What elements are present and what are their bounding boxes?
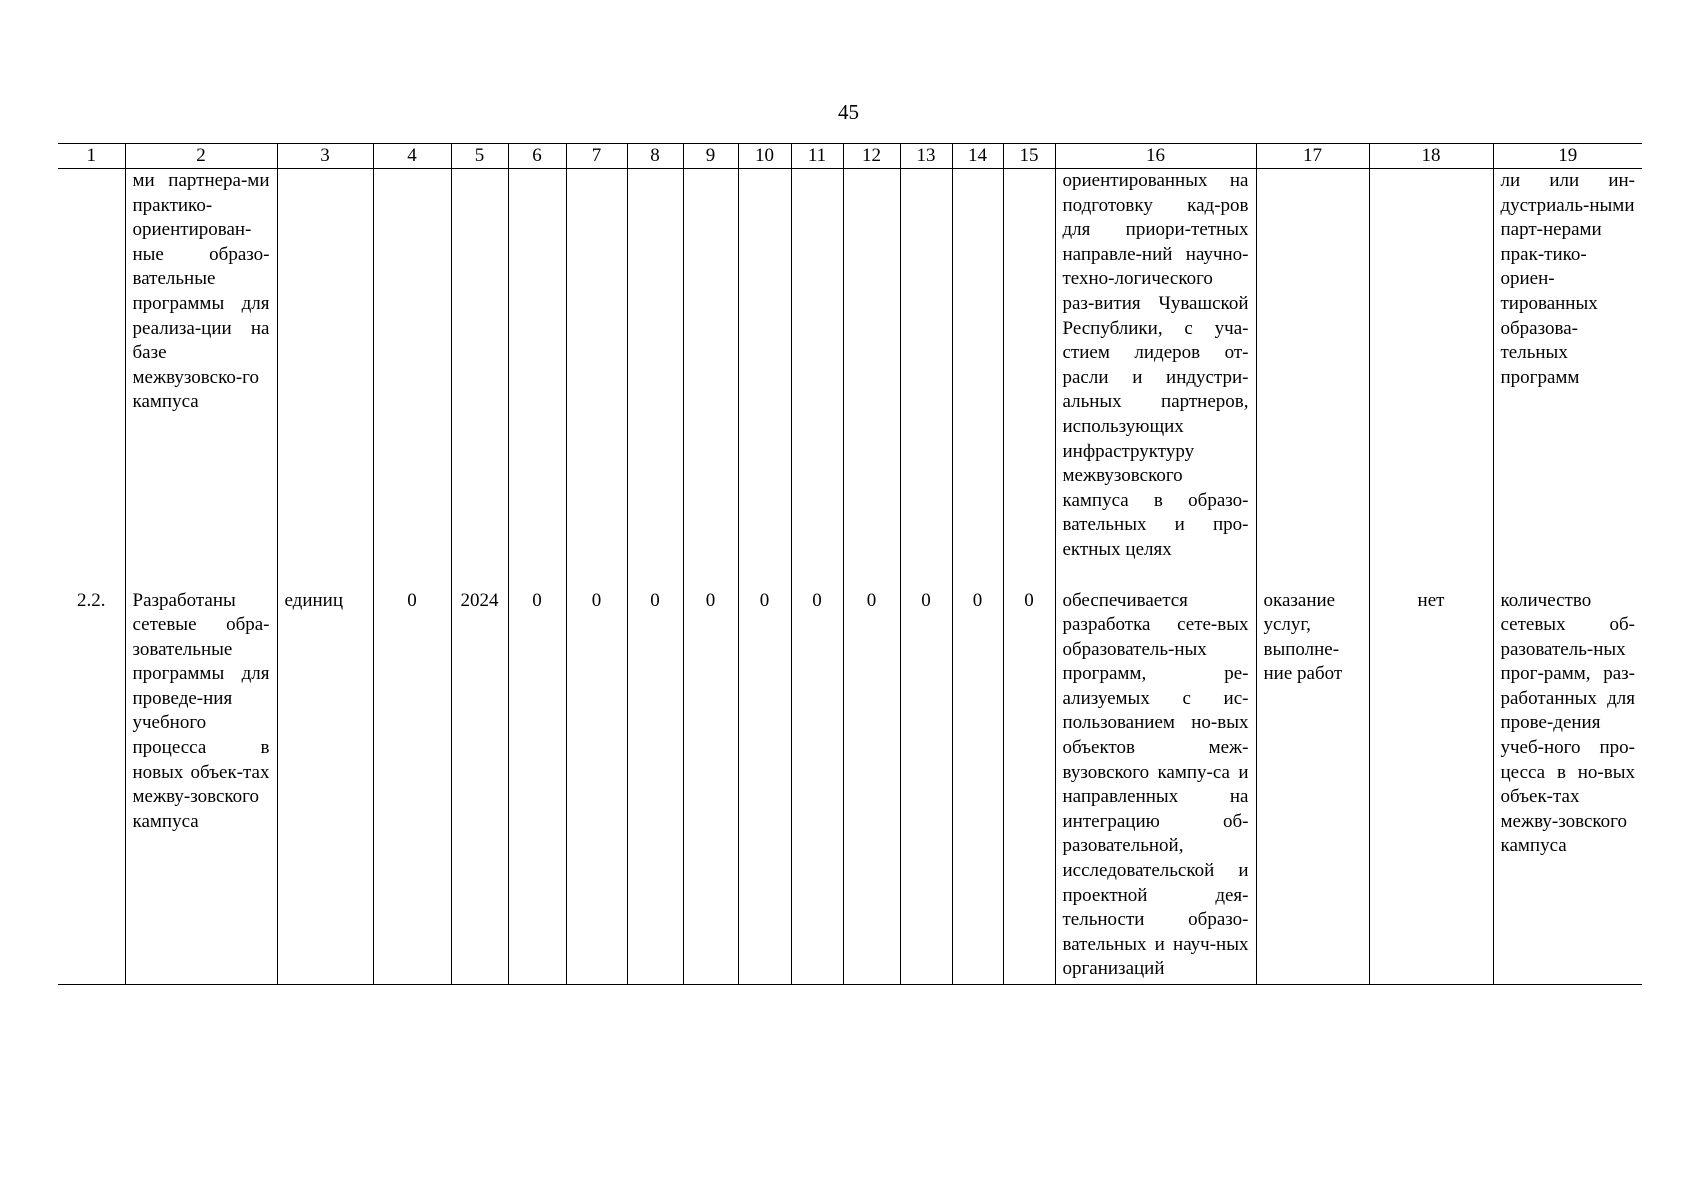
header-cell: 15 [1003,144,1055,169]
row-number-cell: 2.2. [58,589,125,985]
description-cell: ориентированных на подготовку кад-ров для приори-тетных направле-ний научно-техно-логического раз-вития Чувашской Республики, с уча-стием лидеров от-расли и индустри-альных партнеров, использующих инфраструктуру межвузовского кампуса в образо-вательных и про-ектных целях [1055,169,1256,589]
page-number: 45 [838,100,859,124]
header-cell: 4 [373,144,451,169]
header-cell: 16 [1055,144,1256,169]
header-cell: 12 [843,144,900,169]
value-cell: 0 [1003,589,1055,985]
header-cell: 8 [627,144,683,169]
value-cell [738,169,791,589]
value-cell: 0 [738,589,791,985]
description-cell: обеспечивается разработка сете-вых образователь-ных программ, ре-ализуемых с ис-пользованием но-вых объектов меж-вузовского кампу-са и направленных на интеграцию об-разовательной, исследовательской и проектной дея-тельности образо-вательных и науч-ных организаций [1055,589,1256,985]
value-cell: 0 [791,589,843,985]
header-row [58,144,1642,169]
header-cell: 6 [508,144,566,169]
value-cell [683,169,738,589]
value-cell [952,169,1003,589]
value-cell: 0 [566,589,627,985]
header-cell: 7 [566,144,627,169]
value-cell: 0 [952,589,1003,985]
value-cell: 0 [900,589,952,985]
indicator-name-cell: Разработаны сетевые обра-зовательные программы для проведе-ния учебного процесса в новых объек-тах межву-зовского кампуса [125,589,277,985]
indicator-name-cell: ми партнера-ми практико-ориентирован-ные образо-вательные программы для реализа-ции на базе межвузовско-го кампуса [125,169,277,589]
value-cell [566,169,627,589]
header-cell: 19 [1493,144,1642,169]
value-cell [627,169,683,589]
type-cell [1256,169,1369,589]
value-cell [900,169,952,589]
year-cell: 2024 [451,589,508,985]
header-cell: 14 [952,144,1003,169]
header-cell: 2 [125,144,277,169]
header-cell: 17 [1256,144,1369,169]
flag-cell: нет [1369,589,1493,985]
value-cell [843,169,900,589]
flag-cell [1369,169,1493,589]
header-cell: 5 [451,144,508,169]
table-row [58,169,1642,589]
header-cell: 9 [683,144,738,169]
value-cell: 0 [508,589,566,985]
header-cell: 13 [900,144,952,169]
value-cell [1003,169,1055,589]
indicator-description-cell: ли или ин-дустриаль-ными парт-нерами прак-тико-ориен-тированных образова-тельных программ [1493,169,1642,589]
indicator-description-cell: количество сетевых об-разователь-ных прог-рамм, раз-работанных для прове-дения учеб-ного про-цесса в но-вых объек-тах межву-зовского кампуса [1493,589,1642,985]
header-cell: 1 [58,144,125,169]
row-number-cell [58,169,125,589]
table-row [58,589,1642,985]
data-table [58,143,1642,985]
unit-cell: единиц [277,589,373,985]
type-cell: оказание услуг, выполне-ние работ [1256,589,1369,985]
unit-cell [277,169,373,589]
value-cell [508,169,566,589]
year-cell [451,169,508,589]
value-cell: 0 [683,589,738,985]
header-cell: 3 [277,144,373,169]
header-cell: 18 [1369,144,1493,169]
value-cell: 0 [627,589,683,985]
header-cell: 11 [791,144,843,169]
value-cell [791,169,843,589]
value-cell: 0 [373,589,451,985]
value-cell [373,169,451,589]
header-cell: 10 [738,144,791,169]
value-cell: 0 [843,589,900,985]
